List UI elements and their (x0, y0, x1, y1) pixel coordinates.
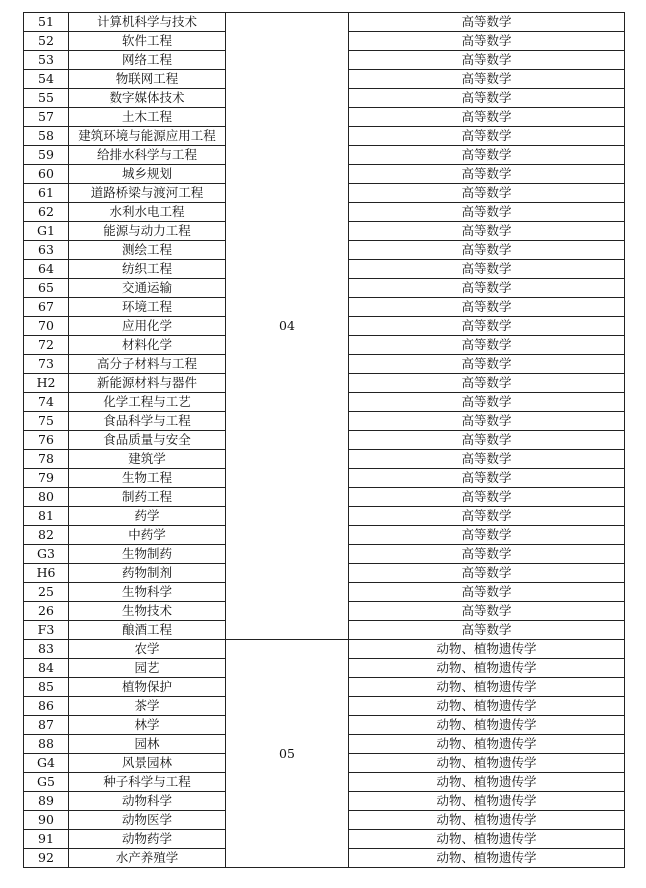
major-name-cell: 园林 (69, 735, 226, 754)
table-row (24, 640, 625, 659)
exam-subject-cell: 高等数学 (349, 203, 625, 222)
exam-subject-cell: 动物、植物遗传学 (349, 697, 625, 716)
major-code-cell: 64 (24, 260, 69, 279)
table-row (24, 13, 625, 32)
major-code-cell: 91 (24, 830, 69, 849)
exam-subject-cell: 动物、植物遗传学 (349, 849, 625, 868)
major-code-cell: 82 (24, 526, 69, 545)
major-code-cell: 57 (24, 108, 69, 127)
major-name-cell: 网络工程 (69, 51, 226, 70)
major-code-cell: 67 (24, 298, 69, 317)
exam-subject-cell: 高等数学 (349, 469, 625, 488)
exam-subject-cell: 高等数学 (349, 222, 625, 241)
major-name-cell: 交通运输 (69, 279, 226, 298)
exam-subject-cell: 动物、植物遗传学 (349, 735, 625, 754)
exam-subject-cell: 高等数学 (349, 412, 625, 431)
major-code-cell: 88 (24, 735, 69, 754)
major-code-cell: G4 (24, 754, 69, 773)
major-name-cell: 水产养殖学 (69, 849, 226, 868)
exam-subject-cell: 高等数学 (349, 317, 625, 336)
major-code-cell: 86 (24, 697, 69, 716)
major-code-cell: 63 (24, 241, 69, 260)
exam-subject-cell: 高等数学 (349, 374, 625, 393)
major-name-cell: 林学 (69, 716, 226, 735)
exam-subject-cell: 高等数学 (349, 450, 625, 469)
major-code-cell: 60 (24, 165, 69, 184)
exam-subject-cell: 高等数学 (349, 545, 625, 564)
major-code-cell: 83 (24, 640, 69, 659)
exam-subject-cell: 高等数学 (349, 146, 625, 165)
major-code-cell: H2 (24, 374, 69, 393)
major-name-cell: 建筑学 (69, 450, 226, 469)
major-name-cell: 应用化学 (69, 317, 226, 336)
major-code-cell: G3 (24, 545, 69, 564)
major-name-cell: 水利水电工程 (69, 203, 226, 222)
exam-subject-cell: 动物、植物遗传学 (349, 716, 625, 735)
major-code-cell: 76 (24, 431, 69, 450)
major-name-cell: 材料化学 (69, 336, 226, 355)
exam-subject-cell: 高等数学 (349, 393, 625, 412)
major-name-cell: 给排水科学与工程 (69, 146, 226, 165)
major-name-cell: 药学 (69, 507, 226, 526)
group-code-cell: 05 (226, 640, 349, 868)
major-code-cell: 80 (24, 488, 69, 507)
major-code-cell: F3 (24, 621, 69, 640)
major-name-cell: 动物医学 (69, 811, 226, 830)
major-name-cell: 酿酒工程 (69, 621, 226, 640)
major-code-cell: 58 (24, 127, 69, 146)
table-body (24, 13, 625, 868)
exam-subject-cell: 高等数学 (349, 431, 625, 450)
exam-subject-cell: 高等数学 (349, 260, 625, 279)
major-name-cell: 动物药学 (69, 830, 226, 849)
major-code-cell: 72 (24, 336, 69, 355)
exam-subject-cell: 高等数学 (349, 336, 625, 355)
major-name-cell: 土木工程 (69, 108, 226, 127)
exam-subject-cell: 高等数学 (349, 108, 625, 127)
major-code-cell: G1 (24, 222, 69, 241)
major-name-cell: 生物科学 (69, 583, 226, 602)
major-name-cell: 种子科学与工程 (69, 773, 226, 792)
major-code-cell: 92 (24, 849, 69, 868)
exam-subject-cell: 高等数学 (349, 13, 625, 32)
major-name-cell: 道路桥梁与渡河工程 (69, 184, 226, 203)
major-code-cell: 70 (24, 317, 69, 336)
exam-subject-cell: 动物、植物遗传学 (349, 773, 625, 792)
major-name-cell: 测绘工程 (69, 241, 226, 260)
exam-subject-cell: 动物、植物遗传学 (349, 640, 625, 659)
exam-subject-cell: 高等数学 (349, 583, 625, 602)
exam-subject-cell: 动物、植物遗传学 (349, 754, 625, 773)
major-code-cell: 54 (24, 70, 69, 89)
exam-subject-cell: 高等数学 (349, 279, 625, 298)
major-name-cell: 数字媒体技术 (69, 89, 226, 108)
exam-subject-cell: 动物、植物遗传学 (349, 792, 625, 811)
exam-subject-cell: 高等数学 (349, 70, 625, 89)
exam-subject-cell: 高等数学 (349, 184, 625, 203)
major-code-cell: 59 (24, 146, 69, 165)
exam-subject-cell: 高等数学 (349, 355, 625, 374)
major-code-cell: 78 (24, 450, 69, 469)
major-code-cell: 55 (24, 89, 69, 108)
major-code-cell: 52 (24, 32, 69, 51)
major-name-cell: 环境工程 (69, 298, 226, 317)
exam-subject-cell: 高等数学 (349, 602, 625, 621)
major-code-cell: 89 (24, 792, 69, 811)
major-name-cell: 高分子材料与工程 (69, 355, 226, 374)
exam-subject-cell: 高等数学 (349, 165, 625, 184)
exam-subject-cell: 高等数学 (349, 526, 625, 545)
major-code-cell: 25 (24, 583, 69, 602)
major-name-cell: 化学工程与工艺 (69, 393, 226, 412)
major-code-cell: 75 (24, 412, 69, 431)
exam-subject-cell: 高等数学 (349, 241, 625, 260)
exam-subject-cell: 动物、植物遗传学 (349, 678, 625, 697)
major-name-cell: 物联网工程 (69, 70, 226, 89)
exam-subject-cell: 高等数学 (349, 89, 625, 108)
major-code-cell: 65 (24, 279, 69, 298)
major-name-cell: 生物工程 (69, 469, 226, 488)
major-name-cell: 园艺 (69, 659, 226, 678)
exam-subject-cell: 高等数学 (349, 488, 625, 507)
major-code-cell: 74 (24, 393, 69, 412)
major-code-cell: 84 (24, 659, 69, 678)
major-name-cell: 城乡规划 (69, 165, 226, 184)
major-code-cell: H6 (24, 564, 69, 583)
major-name-cell: 茶学 (69, 697, 226, 716)
major-name-cell: 新能源材料与器件 (69, 374, 226, 393)
major-name-cell: 风景园林 (69, 754, 226, 773)
major-name-cell: 植物保护 (69, 678, 226, 697)
major-subject-table (23, 12, 625, 868)
exam-subject-cell: 高等数学 (349, 564, 625, 583)
exam-subject-cell: 高等数学 (349, 507, 625, 526)
major-code-cell: 53 (24, 51, 69, 70)
major-code-cell: 87 (24, 716, 69, 735)
major-code-cell: G5 (24, 773, 69, 792)
major-name-cell: 纺织工程 (69, 260, 226, 279)
major-code-cell: 26 (24, 602, 69, 621)
major-name-cell: 生物技术 (69, 602, 226, 621)
exam-subject-cell: 动物、植物遗传学 (349, 659, 625, 678)
exam-subject-cell: 高等数学 (349, 51, 625, 70)
exam-subject-cell: 高等数学 (349, 32, 625, 51)
major-name-cell: 计算机科学与技术 (69, 13, 226, 32)
exam-subject-cell: 高等数学 (349, 621, 625, 640)
major-code-cell: 73 (24, 355, 69, 374)
major-name-cell: 食品质量与安全 (69, 431, 226, 450)
group-code-cell: 04 (226, 13, 349, 640)
major-name-cell: 药物制剂 (69, 564, 226, 583)
major-code-cell: 90 (24, 811, 69, 830)
major-code-cell: 62 (24, 203, 69, 222)
major-name-cell: 软件工程 (69, 32, 226, 51)
major-name-cell: 动物科学 (69, 792, 226, 811)
major-name-cell: 能源与动力工程 (69, 222, 226, 241)
exam-subject-cell: 动物、植物遗传学 (349, 830, 625, 849)
major-name-cell: 建筑环境与能源应用工程 (69, 127, 226, 146)
major-name-cell: 农学 (69, 640, 226, 659)
major-name-cell: 食品科学与工程 (69, 412, 226, 431)
major-code-cell: 85 (24, 678, 69, 697)
major-name-cell: 制药工程 (69, 488, 226, 507)
major-name-cell: 中药学 (69, 526, 226, 545)
major-name-cell: 生物制药 (69, 545, 226, 564)
exam-subject-cell: 高等数学 (349, 127, 625, 146)
major-code-cell: 61 (24, 184, 69, 203)
major-code-cell: 81 (24, 507, 69, 526)
major-code-cell: 79 (24, 469, 69, 488)
exam-subject-cell: 高等数学 (349, 298, 625, 317)
exam-subject-cell: 动物、植物遗传学 (349, 811, 625, 830)
major-code-cell: 51 (24, 13, 69, 32)
